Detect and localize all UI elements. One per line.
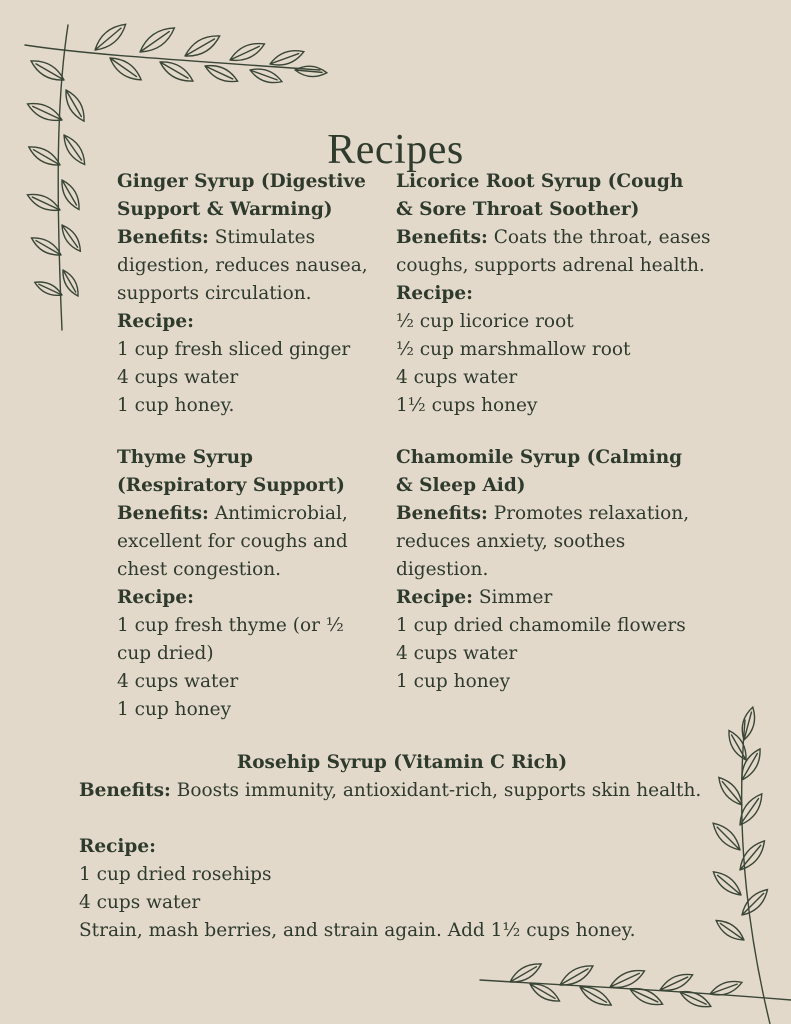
recipe-label: Recipe:: [79, 836, 156, 857]
recipe-line: [396, 280, 716, 308]
ingredient-item: 1 cup dried chamomile flowers: [396, 615, 686, 636]
ginger-syrup-section: [117, 168, 385, 420]
recipe-heading: Chamomile Syrup (Calming & Sleep Aid): [396, 447, 683, 496]
spacer: [79, 805, 729, 833]
page-title: Recipes: [327, 127, 464, 174]
leaf-shape: [25, 190, 62, 216]
leaf-shape: [678, 987, 713, 1011]
ingredient-item: 1 cup honey: [117, 699, 232, 720]
leaf-shape: [738, 885, 772, 919]
benefits-line: [396, 500, 696, 584]
recipe-label: Recipe:: [117, 587, 194, 608]
ingredient-item: 4 cups water: [79, 892, 201, 913]
recipe-line: [117, 584, 385, 612]
ingredient-item: ½ cup marshmallow root: [396, 339, 631, 360]
benefits-text: Boosts immunity, antioxidant-rich, supports skin health.: [170, 780, 702, 801]
benefits-label: Benefits:: [396, 227, 488, 248]
licorice-root-syrup-section: [396, 168, 716, 420]
ingredient-item: 4 cups water: [396, 367, 518, 388]
benefits-label: Benefits:: [117, 503, 209, 524]
ingredient-item: 4 cups water: [117, 671, 239, 692]
benefits-line: [396, 224, 716, 280]
recipe-line: [117, 308, 385, 336]
benefits-text: Antimicrobial, excellent for coughs and chest congestion.: [117, 503, 348, 580]
recipe-heading: Ginger Syrup (Digestive Support & Warming): [117, 171, 366, 220]
leaf-shape: [59, 268, 82, 299]
ingredient-item: 1 cup fresh thyme (or ½ cup dried): [117, 615, 344, 664]
benefits-line: [79, 777, 729, 805]
ingredient-item: 4 cups water: [117, 367, 239, 388]
recipe-heading: Rosehip Syrup (Vitamin C Rich): [236, 752, 568, 773]
benefits-label: Benefits:: [117, 227, 209, 248]
leaf-shape: [33, 278, 64, 299]
ingredient-item: 4 cups water: [396, 643, 518, 664]
recipe-note: Simmer: [472, 587, 553, 608]
ingredient-item: 1 cup dried rosehips: [79, 864, 272, 885]
ingredient-item: 1½ cups honey: [396, 395, 538, 416]
leaf-shape: [739, 706, 758, 742]
thyme-syrup-section: [117, 444, 385, 724]
ingredient-item: 1 cup honey.: [117, 395, 235, 416]
leaf-shape: [182, 30, 223, 61]
recipe-heading: Thyme Syrup (Respiratory Support): [117, 447, 345, 496]
ingredient-item: ½ cup licorice root: [396, 311, 574, 332]
benefits-label: Benefits:: [396, 503, 488, 524]
benefits-line: [117, 500, 385, 584]
leaf-shape: [136, 22, 178, 57]
benefits-text: Stimulates digestion, reduces nausea, supports circulation.: [117, 227, 368, 304]
leaf-shape: [107, 53, 145, 85]
rosehip-syrup-section: [79, 749, 729, 945]
recipe-line: [396, 584, 716, 612]
leaf-shape: [295, 65, 328, 78]
leaf-shape: [735, 837, 769, 874]
benefits-text: Promotes relaxation, reduces anxiety, soothes digestion.: [396, 503, 690, 580]
leaf-shape: [57, 177, 83, 212]
leaf-shape: [268, 46, 306, 69]
recipe-heading: Licorice Root Syrup (Cough & Sore Throat Soother): [396, 171, 684, 220]
ingredient-item: 1 cup honey: [396, 671, 511, 692]
recipe-line: [79, 833, 729, 861]
leaf-shape: [61, 87, 89, 124]
leaf-shape: [248, 65, 284, 87]
leaf-shape: [58, 222, 85, 254]
chamomile-syrup-section: [396, 444, 716, 696]
instruction-item: Strain, mash berries, and strain again. Add 1½ cups honey.: [79, 920, 636, 941]
recipe-label: Recipe:: [396, 283, 473, 304]
recipe-label: Recipe:: [396, 587, 473, 608]
recipe-label: Recipe:: [117, 311, 194, 332]
leaf-shape: [91, 19, 130, 55]
benefits-line: [117, 224, 385, 308]
leaf-shape: [227, 38, 267, 65]
benefits-text: Coats the throat, eases coughs, supports adrenal health.: [396, 227, 711, 276]
benefits-label: Benefits:: [79, 780, 171, 801]
leaf-shape: [628, 984, 665, 1010]
ingredient-item: 1 cup fresh sliced ginger: [117, 339, 351, 360]
